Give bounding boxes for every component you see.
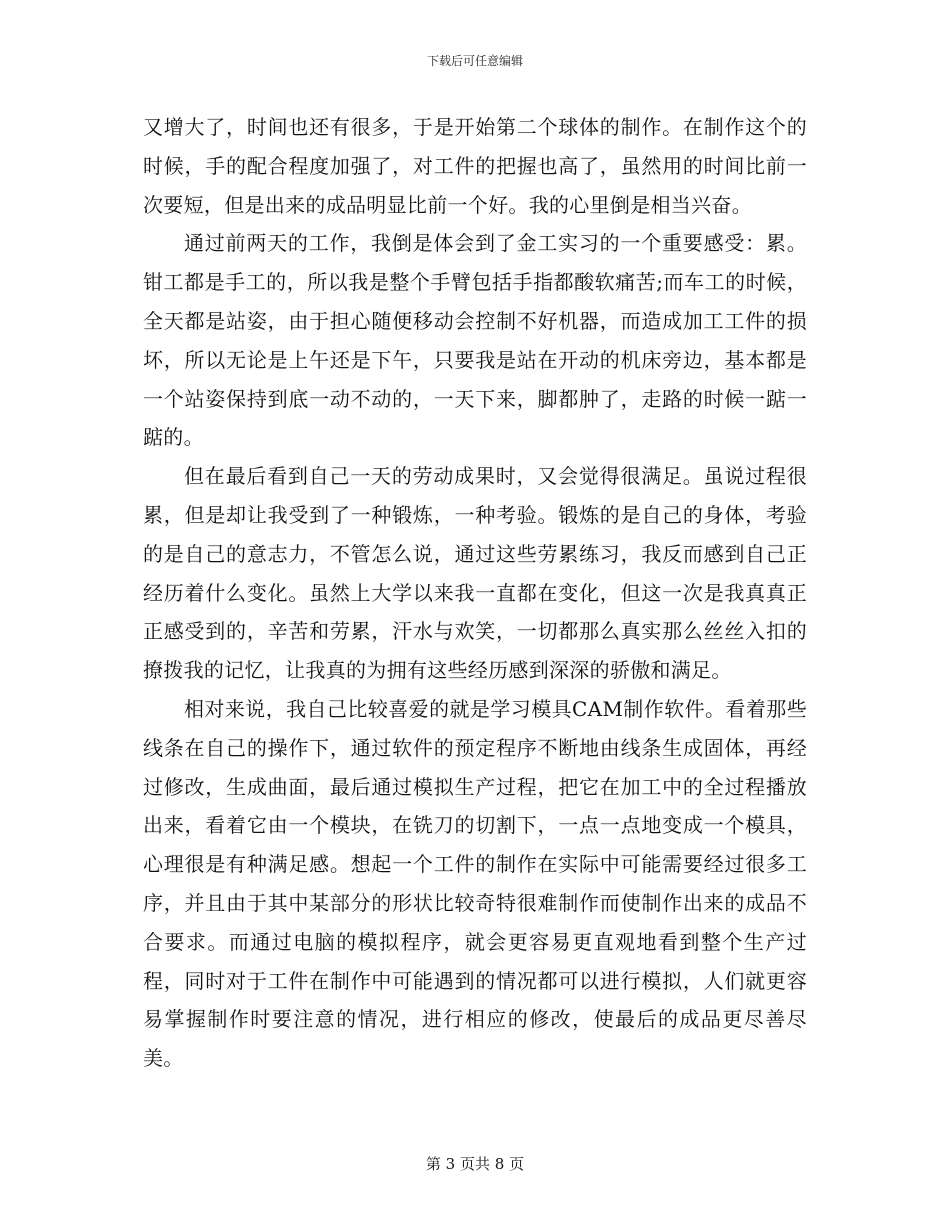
document-body [143, 108, 807, 1078]
page-header: 下载后可任意编辑 [426, 54, 523, 68]
paragraph-2: 通过前两天的工作，我倒是体会到了金工实习的一个重要感受：累。钳工都是手工的，所以我是整个手臂包括手指都酸软痛苦;而车工的时候，全天都是站姿，由于担心随便移动会控制不好机器，而造成加工工件的损坏，所以无论是上午还是下午，只要我是站在开动的机床旁边，基本都是一个站姿保持到底一动不动的，一天下来，脚都肿了，走路的时候一踮一踮的。 [143, 231, 807, 450]
page-number: 第 3 页共 8 页 [425, 1155, 525, 1173]
paragraph-4: 相对来说，我自己比较喜爱的就是学习模具CAM制作软件。看着那些线条在自己的操作下，通过软件的预定程序不断地由线条生成固体，再经过修改，生成曲面，最后通过模拟生产过程，把它在加工中的全过程播放出来，看着它由一个模块，在铣刀的切割下，一点一点地变成一个模具，心理很是有种满足感。想起一个工件的制作在实际中可能需要经过很多工序，并且由于其中某部分的形状比较奇特很难制作而使制作出来的成品不合要求。而通过电脑的模拟程序，就会更容易更直观地看到整个生产过程，同时对于工件在制作中可能遇到的情况都可以进行模拟，人们就更容易掌握制作时要注意的情况，进行相应的修改，使最后的成品更尽善尽美。 [143, 696, 807, 1071]
paragraph-1: 又增大了，时间也还有很多，于是开始第二个球体的制作。在制作这个的时候，手的配合程度加强了，对工件的把握也高了，虽然用的时间比前一次要短，但是出来的成品明显比前一个好。我的心里倒是相当兴奋。 [143, 115, 807, 217]
paragraph-3: 但在最后看到自己一天的劳动成果时，又会觉得很满足。虽说过程很累，但是却让我受到了一种锻炼，一种考验。锻炼的是自己的身体，考验的是自己的意志力，不管怎么说，通过这些劳累练习，我反而感到自己正经历着什么变化。虽然上大学以来我一直都在变化，但这一次是我真真正正感受到的，辛苦和劳累，汗水与欢笑，一切都那么真实那么丝丝入扣的撩拨我的记忆，让我真的为拥有这些经历感到深深的骄傲和满足。 [143, 464, 807, 683]
